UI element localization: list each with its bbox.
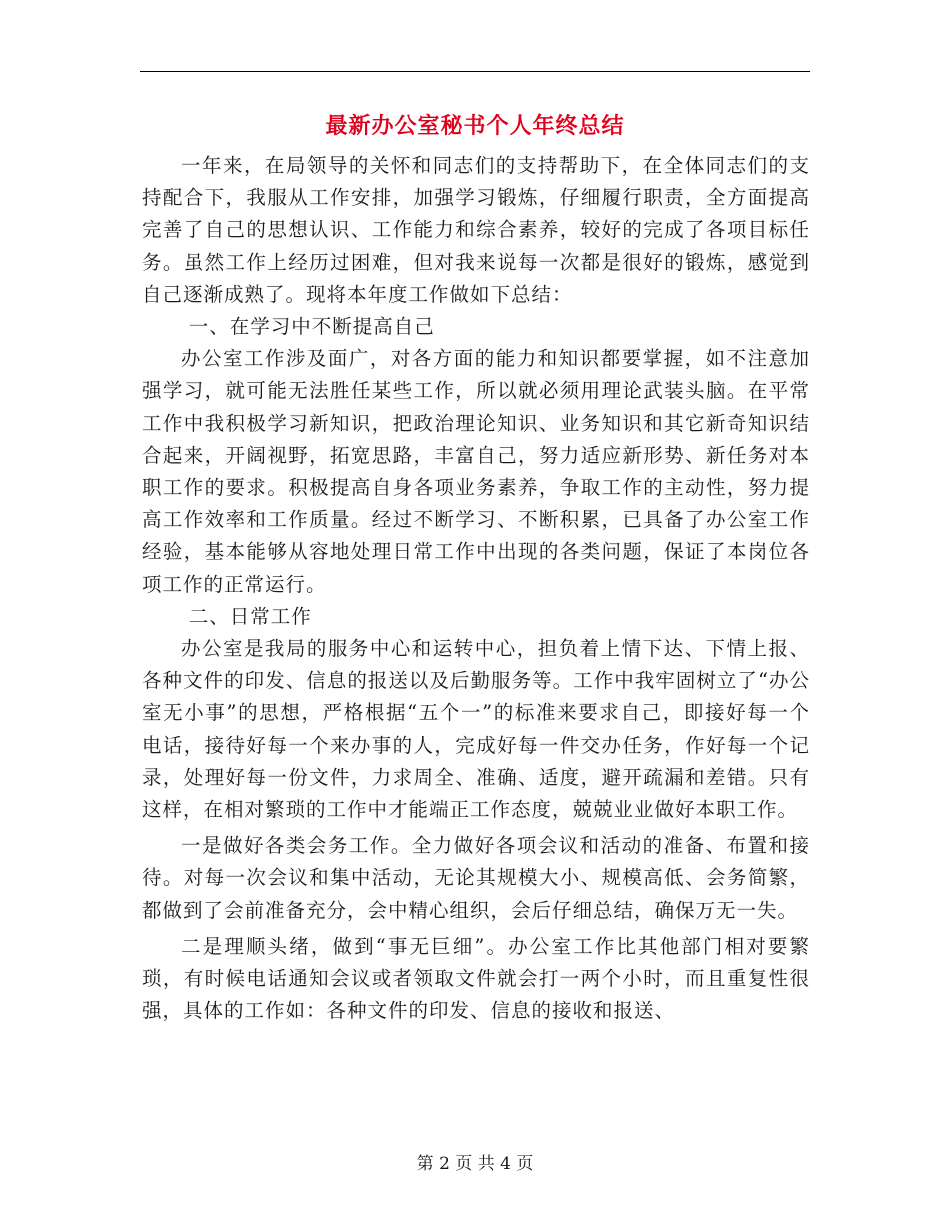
paragraph-intro: 一年来，在局领导的关怀和同志们的支持帮助下，在全体同志们的支持配合下，我服从工作安排，加强学习锻炼，仔细履行职责，全方面提高完善了自己的思想认识、工作能力和综合素养，较好的完成了各项目标任务。虽然工作上经历过困难，但对我来说每一次都是很好的锻炼，感觉到自己逐渐成熟了。现将本年度工作做如下总结： bbox=[142, 154, 810, 306]
paragraph-details: 二是理顺头绪，做到“事无巨细”。办公室工作比其他部门相对要繁琐，有时候电话通知会议或者领取文件就会打一两个小时，而且重复性很强，具体的工作如：各种文件的印发、信息的接收和报送、 bbox=[142, 934, 810, 1023]
section-heading-daily-work: 二、日常工作 bbox=[188, 604, 312, 628]
page-footer: 第 2 页 共 4 页 bbox=[416, 1154, 534, 1174]
section-heading-study: 一、在学习中不断提高自己 bbox=[188, 315, 435, 339]
paragraph-meetings: 一是做好各类会务工作。全力做好各项会议和活动的准备、布置和接待。对每一次会议和集中活动，无论其规模大小、规模高低、会务简繁，都做到了会前准备充分，会中精心组织，会后仔细总结，确保万无一失。 bbox=[142, 834, 810, 922]
document-title: 最新办公室秘书个人年终总结 bbox=[325, 113, 625, 139]
paragraph-study: 办公室工作涉及面广，对各方面的能力和知识都要掌握，如不注意加强学习，就可能无法胜任某些工作，所以就必须用理论武装头脑。在平常工作中我积极学习新知识，把政治理论知识、业务知识和其它新奇知识结合起来，开阔视野，拓宽思路，丰富自己，努力适应新形势、新任务对本职工作的要求。积极提高自身各项业务素养，争取工作的主动性，努力提高工作效率和工作质量。经过不断学习、不断积累，已具备了办公室工作经验，基本能够从容地处理日常工作中出现的各类问题，保证了本岗位各项工作的正常运行。 bbox=[142, 347, 810, 596]
header-rule bbox=[140, 71, 810, 72]
document-body bbox=[142, 150, 810, 1027]
paragraph-daily-work: 办公室是我局的服务中心和运转中心，担负着上情下达、下情上报、各种文件的印发、信息的报送以及后勤服务等。工作中我牢固树立了“办公室无小事”的思想，严格根据“五个一”的标准来要求自己，即接好每一个电话，接待好每一个来办事的人，完成好每一件交办任务，作好每一个记录，处理好每一份文件，力求周全、准确、适度，避开疏漏和差错。只有这样，在相对繁琐的工作中才能端正工作态度，兢兢业业做好本职工作。 bbox=[142, 637, 810, 822]
